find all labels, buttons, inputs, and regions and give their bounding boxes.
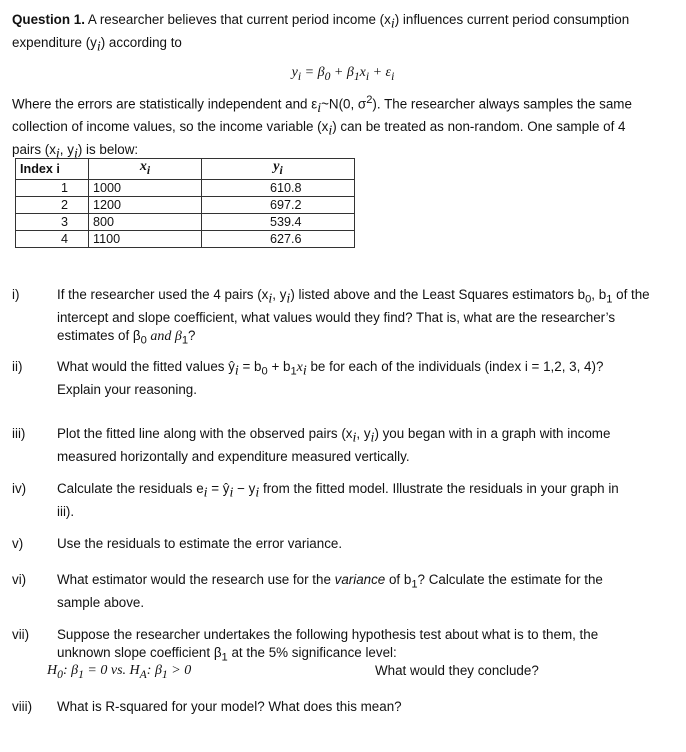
hypothesis-statement: $H_0$: $\beta_1 = 0$ vs. $H_A$: $\beta_1 > 0$	[47, 663, 192, 681]
item-text: Suppose the researcher undertakes the following hypothesis test about what is to them, the unknown slope coefficient $\beta_1$ at the 5% significance level:	[57, 627, 599, 664]
conclusion-prompt: What would they conclude?	[375, 663, 539, 678]
item-text: Plot the fitted line along with the observed pairs ($x_i$, $y_i$) you began with in a graph with income measured horizontally and expenditure measured vertically.	[57, 426, 611, 464]
item-number: viii)	[12, 699, 33, 714]
header-x: $x_i$	[89, 159, 202, 180]
question-intro: Question 1. A researcher believes that current period income $(x_i)$ influences current period consumption expenditure $(y_i)$ according to	[12, 12, 630, 55]
header-index: Index i	[16, 159, 89, 180]
model-description: Where the errors are statistically independent and $\varepsilon_i\sim N(0$, $\sigma^2$). The researcher always samples the same collection of income values, so the income variable $(x_i)$ can be treated as non-random. One sample of 4 pairs ($x_i$, $y_i$) is below:	[12, 94, 632, 162]
header-y: $y_i$	[202, 159, 355, 180]
item-text: What is R-squared for your model? What does this mean?	[57, 699, 402, 714]
item-number: i)	[12, 287, 20, 302]
question-label: Question 1.	[12, 12, 85, 27]
item-number: ii)	[12, 359, 23, 374]
model-equation: $y_i = \beta_0 + \beta_1x_i + \varepsilon_i$	[291, 65, 395, 83]
item-number: iv)	[12, 481, 27, 496]
item-text: If the researcher used the 4 pairs ($x_i$, $y_i$) listed above and the Least Squares estimators $b_0$, $b_1$ of the intercept and slope coefficient, what values would they find? That is, what are the researcher’s estimates of $\beta_0$ and $\beta_1$?	[57, 287, 650, 347]
item-text: What would the fitted values $ŷ_i = b_0 + b_1x_i$ be for each of the individuals (index i = 1,2, 3, 4)? Explain your reasoning.	[57, 359, 604, 397]
table-row: 2 1200 697.2	[16, 196, 355, 213]
item-number: vi)	[12, 572, 27, 587]
item-text: Calculate the residuals $e_i$ = $ŷ_i - y_i$ from the fitted model. Illustrate the residuals in your graph in iii).	[57, 481, 619, 519]
table-row: 3 800 539.4	[16, 213, 355, 230]
sample-data-table	[15, 158, 355, 248]
table-header-row	[16, 159, 355, 180]
item-number: iii)	[12, 426, 26, 441]
item-text: Use the residuals to estimate the error variance.	[57, 536, 343, 551]
item-text: What estimator would the research use for the variance of $b_1$? Calculate the estimate for the sample above.	[57, 572, 603, 610]
table-row: 4 1100 627.6	[16, 230, 355, 247]
item-number: v)	[12, 536, 24, 551]
table-row: 1 1000 610.8	[16, 179, 355, 196]
item-number: vii)	[12, 627, 30, 642]
